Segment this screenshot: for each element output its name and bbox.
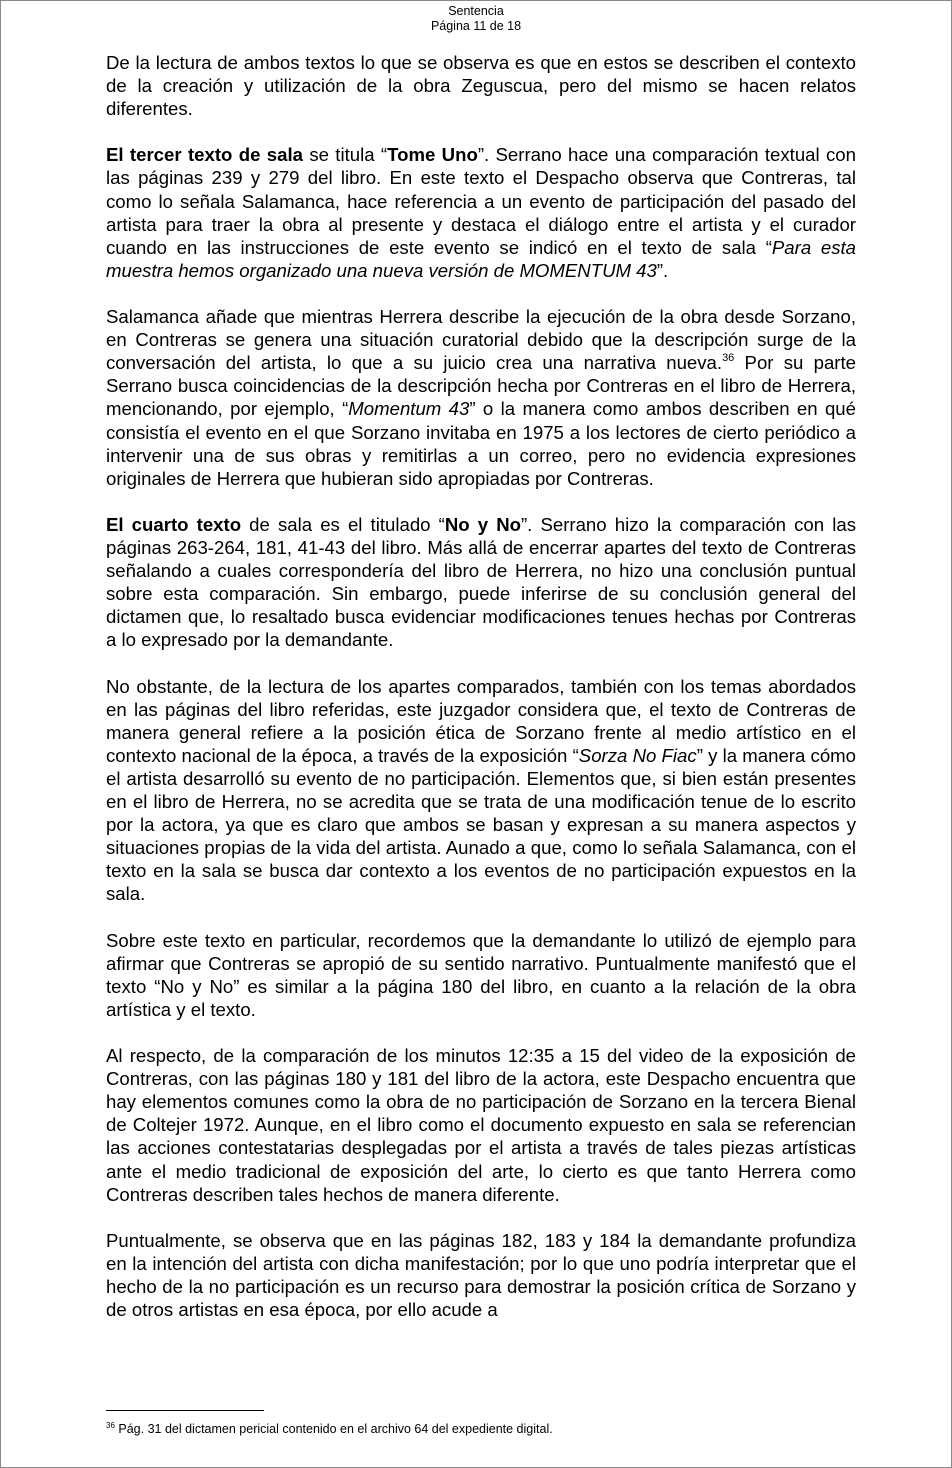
paragraph-8: Puntualmente, se observa que en las páginas 182, 183 y 184 la demandante profundiza en la intención del artista con dicha manifestación; por lo que uno podría interpretar que el hecho de la no participación es un recurso para demostrar la posición crítica de Sorzano y de otros artistas en esa época, por ello acude a xyxy=(106,1229,856,1321)
text-run: de sala es el titulado “ xyxy=(241,513,445,535)
bold-phrase: El tercer texto de sala xyxy=(106,144,303,166)
text-run: Por su parte Serrano busca coincidencias de la descripción hecha por Contreras en el libro de Herrera, mencionando, por ejemplo, “ xyxy=(106,352,856,420)
bold-phrase: No y No xyxy=(444,513,521,535)
paragraph-1: De la lectura de ambos textos lo que se observa es que en estos se describen el contexto de la creación y utilización de la obra Zeguscua, pero del mismo se hacen relatos diferentes. xyxy=(106,52,856,120)
footnote-text: Pág. 31 del dictamen pericial contenido en el archivo 64 del expediente digital. xyxy=(114,1422,553,1436)
paragraph-2 xyxy=(106,143,856,282)
text-run: ”. Serrano hace una comparación textual con las páginas 239 y 279 del libro. En este texto el Despacho observa que Contreras, tal como lo señala Salamanca, hace referencia a un evento de participación del pasado del artista para traer la obra al presente y destaca el diálogo entre el artista y el curador cuando en las instrucciones de este evento se indicó en el texto de sala “ xyxy=(106,144,856,258)
document-body xyxy=(106,51,856,1321)
bold-phrase: Tome Uno xyxy=(387,144,478,166)
italic-phrase: Momentum 43 xyxy=(348,398,470,420)
italic-phrase: Sorza No Fiac xyxy=(578,744,697,766)
paragraph-7: Al respecto, de la comparación de los minutos 12:35 a 15 del video de la exposición de Contreras, con las páginas 180 y 181 del libro de la actora, este Despacho encuentra que hay elementos comunes como la obra de no participación de Sorzano en la tercera Bienal de Coltejer 1972. Aunque, en el libro como el documento expuesto en sala se referencian las acciones contestatarias desplegadas por el artista a través de tales piezas artísticas ante el medio tradicional de exposición del arte, lo cierto es que tanto Herrera como Contreras describen tales hechos de manera diferente. xyxy=(106,1045,856,1205)
italic-phrase: Para esta muestra hemos organizado una nueva versión de MOMENTUM 43 xyxy=(106,236,856,281)
text-run: ”. xyxy=(656,259,669,281)
text-run: ” y la manera cómo el artista desarrolló su evento de no participación. Elementos que, si bien están presentes en el libro de Herrera, no se acredita que se trata de una modificación tenue de lo escrito por la actora, ya que es claro que ambos se basan y expresan a su manera aspectos y situaciones propias de la vida del artista. Aunado a que, como lo señala Salamanca, con el texto en la sala se busca dar contexto a los eventos de no participación expuestos en la sala. xyxy=(106,744,856,905)
footnote-number: 36 xyxy=(106,1421,115,1430)
document-title: Sentencia xyxy=(448,4,504,18)
page-header xyxy=(0,4,952,34)
text-run: Salamanca añade que mientras Herrera describe la ejecución de la obra desde Sorzano, en Contreras se genera una situación curatorial debido que la descripción surge de la conversación del artista, lo que a su juicio crea una narrativa nueva. xyxy=(106,306,856,374)
bold-phrase: El cuarto texto xyxy=(106,513,242,535)
paragraph-4 xyxy=(106,513,856,652)
text-run: No obstante, de la lectura de los apartes comparados, también con los temas abordados en las páginas del libro referidas, este juzgador considera que, el texto de Contreras de manera general refiere a la posición ética de Sorzano frente al medio artístico en el contexto nacional de la época, a través de la exposición “ xyxy=(106,675,856,766)
page-number: Página 11 de 18 xyxy=(430,19,522,33)
paragraph-3 xyxy=(106,305,856,490)
text-run: ” o la manera como ambos describen en qué consistía el evento en el que Sorzano invitaba en 1975 a los lectores de cierto periódico a intervenir una de sus obras y remitirlas a un correo, pero no evidencia expresiones originales de Herrera que hubieran sido apropiadas por Contreras. xyxy=(106,398,856,489)
text-run: ”. Serrano hizo la comparación con las páginas 263-264, 181, 41-43 del libro. Más allá de encerrar apartes del texto de Contreras señalando a cuales correspondería del libro de Herrera, no hizo una conclusión puntual sobre esta comparación. Sin embargo, puede inferirse de su conclusión general del dictamen que, lo resaltado busca evidenciar modificaciones tenues hechas por Contreras a lo expresado por la demandante. xyxy=(106,513,856,651)
footnote-separator xyxy=(106,1410,264,1411)
paragraph-6: Sobre este texto en particular, recordemos que la demandante lo utilizó de ejemplo para afirmar que Contreras se apropió de su sentido narrativo. Puntualmente manifestó que el texto “No y No” es similar a la página 180 del libro, en cuanto a la relación de la obra artística y el texto. xyxy=(106,929,856,1020)
paragraph-5 xyxy=(106,675,856,906)
text-run: se titula “ xyxy=(302,144,388,166)
footnote-reference[interactable]: 36 xyxy=(722,352,735,365)
footnote xyxy=(106,1422,553,1437)
